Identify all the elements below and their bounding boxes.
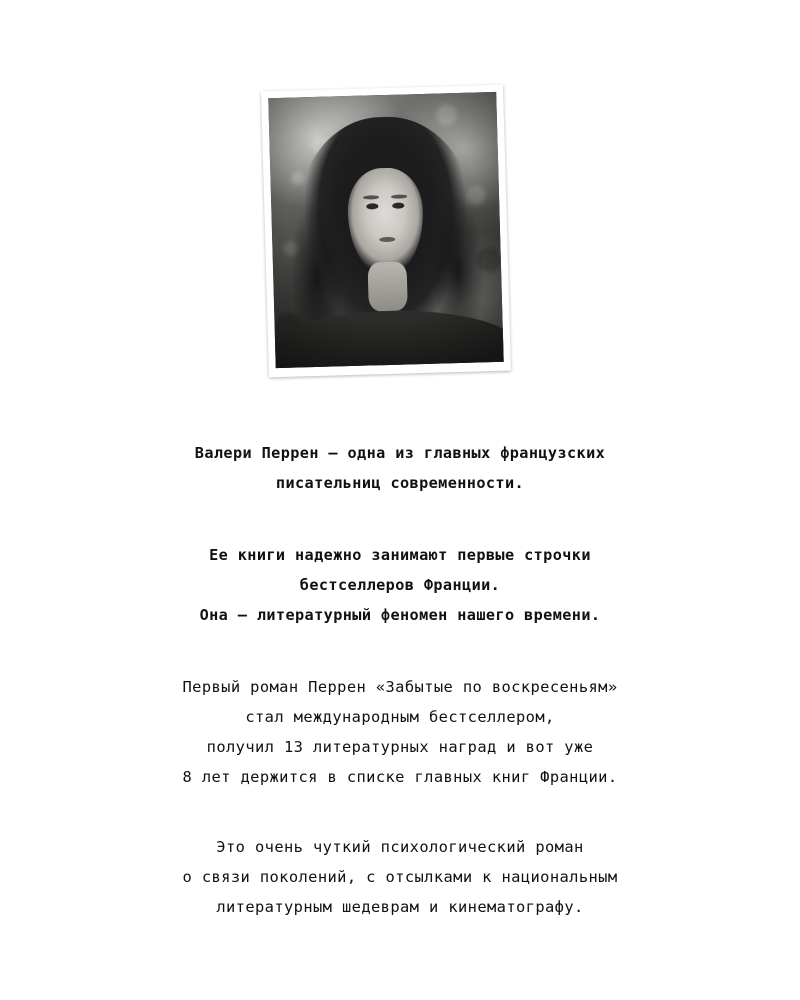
portrait-photo-image [268,92,503,368]
text-content [0,438,800,922]
lead2-line-1: Ее книги надежно занимают первые строчки [209,546,591,564]
lead2-line-2: бестселлеров Франции. [299,576,501,594]
author-photo [261,85,511,378]
body2-line-3: литературным шедеврам и кинематографу. [216,898,584,916]
body1-line-2: стал международным бестселлером, [245,708,555,726]
body1-line-4: 8 лет держится в списке главных книг Франции. [182,768,618,786]
lead-line-1: Валери Перрен – одна из главных французских [194,444,606,462]
body2-line-1: Это очень чуткий психологический роман [216,838,584,856]
lead-paragraph-2 [0,540,800,630]
body1-line-3: получил 13 литературных наград и вот уже [206,738,594,756]
lead-paragraph [0,438,800,498]
body2-line-2: о связи поколений, с отсылками к национальным [182,868,618,886]
lead-line-2: писательниц современности. [275,474,525,492]
body-paragraph-2 [0,832,800,922]
body-paragraph-1 [0,672,800,792]
body1-line-1: Первый роман Перрен «Забытые по воскресеньям» [182,678,618,696]
photo-vignette [268,92,503,368]
lead2-line-3: Она – литературный феномен нашего времени. [199,606,601,624]
